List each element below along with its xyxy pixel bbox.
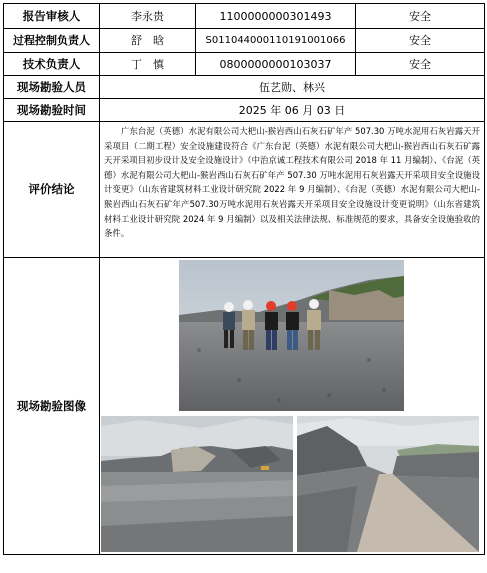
row-tech [4, 53, 485, 76]
survey-staff-label: 现场勘验人员 [4, 76, 100, 99]
reviewer-cert: 1100000000301493 [196, 4, 356, 29]
row-photos [4, 258, 485, 555]
reviewer-name: 李永贵 [100, 4, 196, 29]
row-survey-staff [4, 76, 485, 99]
site-photo-pit-image [101, 416, 293, 552]
site-photo-group-image [179, 260, 404, 411]
process-field: 安全 [356, 29, 485, 53]
site-photo-pit [101, 416, 293, 552]
photos-cell [100, 258, 485, 555]
photos-label: 现场勘验图像 [4, 258, 100, 555]
conclusion-cell [100, 122, 485, 258]
process-cert: S011044000110191001066 [196, 29, 356, 53]
site-photo-road [297, 416, 479, 552]
tech-name: 丁 慎 [100, 53, 196, 76]
survey-report-sheet [3, 3, 484, 569]
row-reviewer [4, 4, 485, 29]
report-table [3, 3, 485, 555]
row-process [4, 29, 485, 53]
conclusion-label: 评价结论 [4, 122, 100, 258]
tech-field: 安全 [356, 53, 485, 76]
tech-label: 技术负责人 [4, 53, 100, 76]
conclusion-text: 广东台泥（英德）水泥有限公司大杷山-猴岩西山石灰石矿年产 507.30 万吨水泥用石灰岩露天开采项目（二期工程）安全设施建设符合《广东台泥（英德）水泥有限公司大杷山-猴岩西山石灰石矿露天开采项目初步设计及安全设施设计》（中治京诚工程技术有限公司 2018 年 11 月编制）、《台泥（英德）水泥有限公司大杷山-猴岩西山石灰石矿年产 507.30 万吨水泥用石灰岩露天开采项目安全设施设计变更》（山东省建筑材料工业设计研究院 2022 年 9 月编制）、《台泥（英德）水泥有限公司大杷山-猴岩西山石灰石矿年产507.30万吨水泥用石灰岩露天开采项目安全设施设计变更说明》（山东省建筑材料工业设计研究院 2024 年 9 月编制）以及相关法律法规、标准规范的要求，具备安全设施验收的条件。 [104, 126, 480, 239]
survey-staff-value: 伍艺勋、林兴 [100, 76, 485, 99]
row-conclusion [4, 122, 485, 258]
process-name: 舒 晗 [100, 29, 196, 53]
survey-time-value: 2025 年 06 月 03 日 [100, 99, 485, 122]
site-photo-group [179, 260, 404, 411]
site-photo-road-image [297, 416, 479, 552]
reviewer-field: 安全 [356, 4, 485, 29]
reviewer-label: 报告审核人 [4, 4, 100, 29]
process-label: 过程控制负责人 [4, 29, 100, 53]
row-survey-time [4, 99, 485, 122]
tech-cert: 0800000000103037 [196, 53, 356, 76]
survey-time-label: 现场勘验时间 [4, 99, 100, 122]
